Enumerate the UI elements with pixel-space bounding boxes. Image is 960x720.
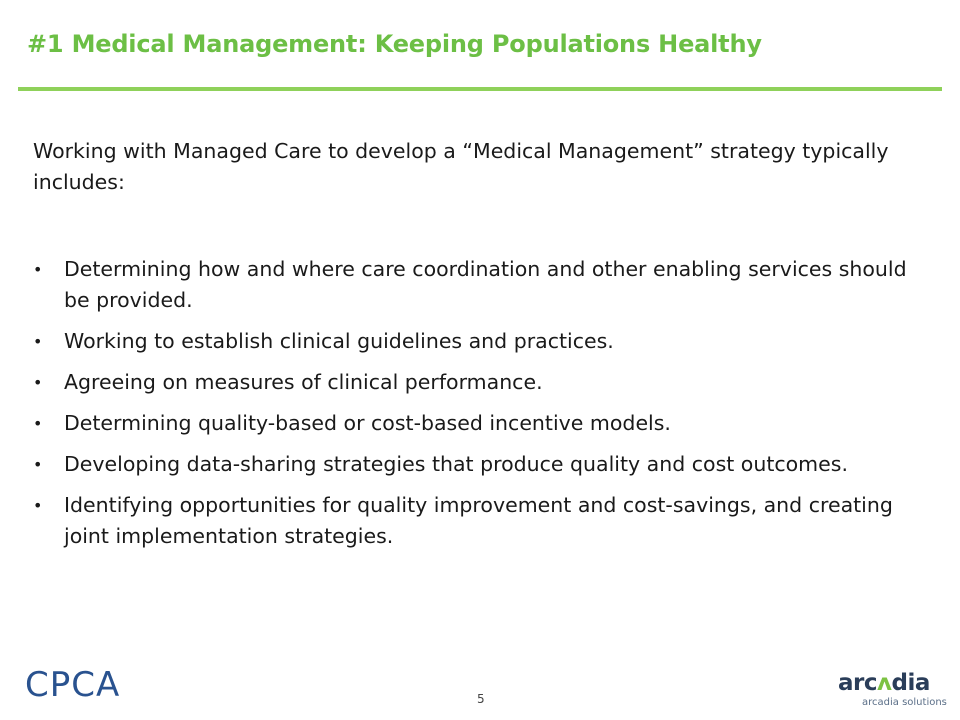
bullet-icon: • xyxy=(33,455,43,474)
bullet-item xyxy=(33,490,933,552)
title-underline xyxy=(18,87,942,91)
arcadia-logo xyxy=(838,672,946,712)
arcadia-accent-icon: ʌ xyxy=(877,670,892,696)
bullet-icon: • xyxy=(33,373,43,392)
bullet-icon: • xyxy=(33,414,43,433)
arcadia-wordmark-end: dia xyxy=(891,670,930,696)
intro-paragraph: Working with Managed Care to develop a “Medical Management” strategy typically includes: xyxy=(33,139,889,194)
bullet-item xyxy=(33,408,933,439)
page-number: 5 xyxy=(477,692,485,706)
bullet-text: Working to establish clinical guidelines and practices. xyxy=(64,329,614,353)
bullet-icon: • xyxy=(33,332,43,351)
bullet-item xyxy=(33,449,933,480)
bullet-list xyxy=(33,254,933,562)
bullet-item xyxy=(33,326,933,357)
bullet-item xyxy=(33,367,933,398)
arcadia-wordmark-start: arc xyxy=(838,670,877,696)
bullet-text: Developing data-sharing strategies that produce quality and cost outcomes. xyxy=(64,452,848,476)
bullet-text: Identifying opportunities for quality improvement and cost-savings, and creating joint implementation strategies. xyxy=(64,493,893,548)
bullet-icon: • xyxy=(33,496,43,515)
arcadia-subtitle: arcadia solutions xyxy=(862,697,947,708)
bullet-text: Agreeing on measures of clinical performance. xyxy=(64,370,543,394)
arcadia-wordmark xyxy=(838,672,930,695)
bullet-text: Determining how and where care coordination and other enabling services should be provided. xyxy=(64,257,907,312)
bullet-item xyxy=(33,254,933,316)
cpca-logo: CPCA xyxy=(25,665,121,705)
bullet-text: Determining quality-based or cost-based incentive models. xyxy=(64,411,671,435)
bullet-icon: • xyxy=(33,260,43,279)
slide-title: #1 Medical Management: Keeping Populations Healthy xyxy=(27,30,762,58)
